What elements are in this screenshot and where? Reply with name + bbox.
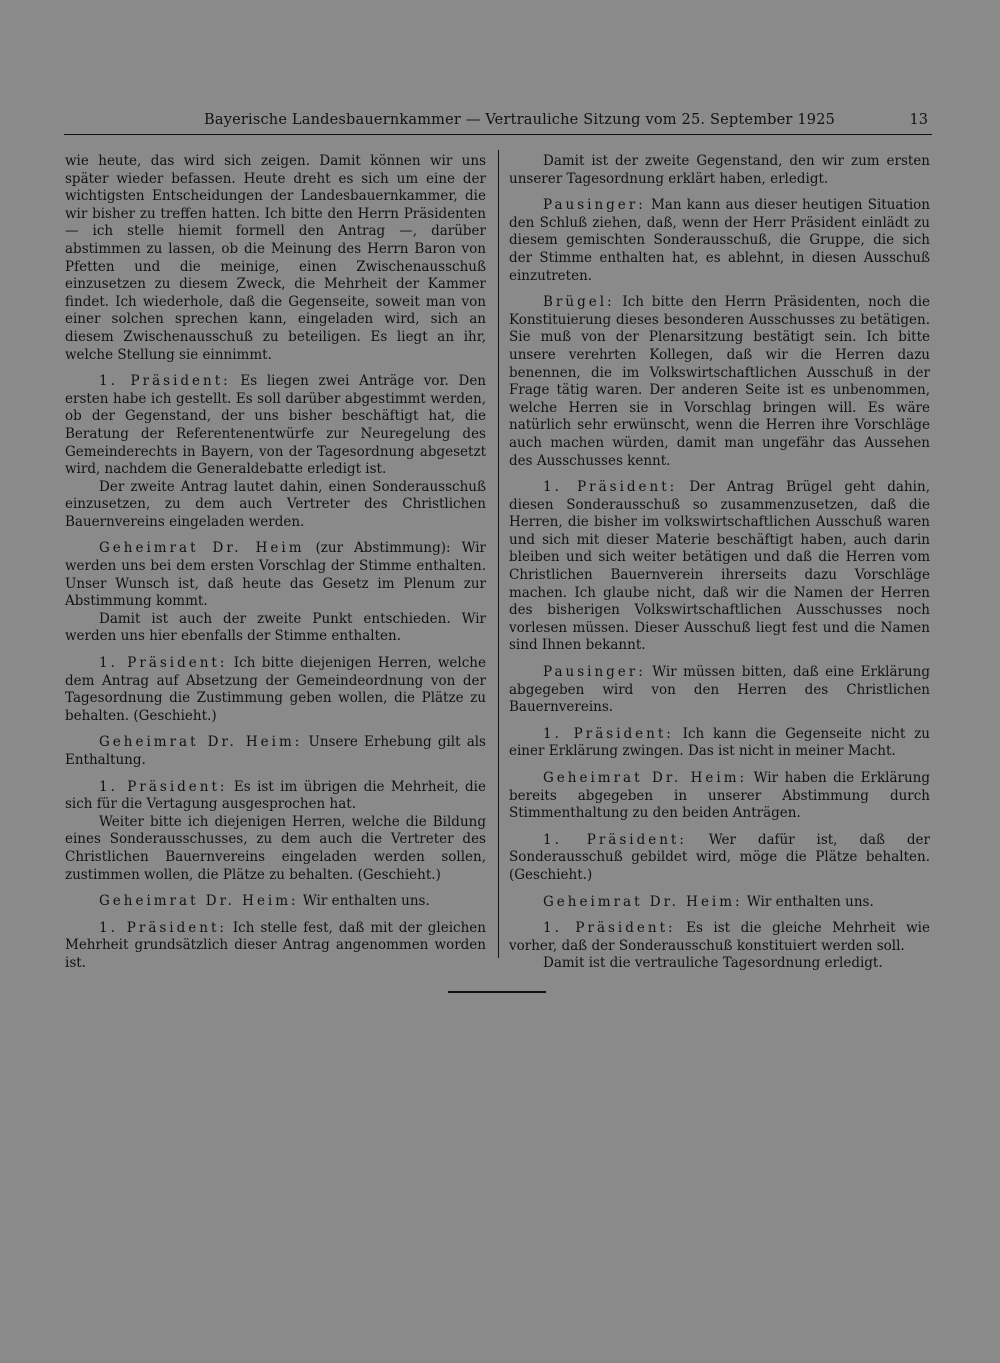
speech-text: (zur Abstimmung): Wir werden uns bei dem ersten Vorschlag der Stimme enthalten. Unser Wunsch ist, daß heute das Gesetz im Plenum zur Abstimmung kommt. bbox=[65, 540, 486, 610]
speaker-name: 1. Präsident: bbox=[543, 920, 676, 937]
speaker-name: 1. Präsident: bbox=[99, 655, 228, 672]
speech-text: Wer dafür ist, daß der Sonderausschuß gebildet wird, möge die Plätze behalten. (Geschieht.) bbox=[509, 831, 930, 883]
speech-text: Man kann aus dieser heutigen Situation den Schluß ziehen, daß, wenn der Herr Präsident einlädt zu diesem gemischten Sonderausschuß, die Gruppe, die sich der Stimme enthalten hat, es ablehnt, in diesen Ausschuß einzutreten. bbox=[509, 197, 930, 284]
speaker-name: 1. Präsident: bbox=[543, 831, 687, 848]
paragraph: Damit ist der zweite Gegenstand, den wir zum ersten unserer Tagesordnung erklärt haben, erledigt. bbox=[509, 153, 930, 187]
speech-text: Es liegen zwei Anträge vor. Den ersten habe ich gestellt. Es soll darüber abgestimmt werden, ob der Gegenstand, der uns bisher beschäftigt hat, die Beratung der Referentenentwürfe zur Neuregelung des Gemeinderechts in Bayern, von der Tagesordnung abgesetzt wird, nachdem die Generaldebatte erledigt ist. bbox=[65, 373, 487, 478]
speaker-name: Geheimrat Dr. Heim: bbox=[543, 770, 748, 786]
speech-text: Der Antrag Brügel geht dahin, diesen Sonderausschuß so zusammenzusetzen, daß die Herren, die bisher im volkswirtschaftlichen Ausschuß waren und sich mit dieser Materie beschäftigt haben, auch darin bleiben und sich weiter betätigen und daß die Herren vom Christlichen Bauernverein ihrerseits dazu Vorschläge machen. Ich glaube nicht, daß wir die Namen der Herren des bisherigen Volkswirtschaftlichen Ausschusses noch vorlesen müssen. Dieser Ausschuß liegt fest und die Namen sind Ihnen bekannt. bbox=[509, 479, 930, 654]
speaker-name: 1. Präsident: bbox=[543, 725, 674, 742]
speaker-name: Pausinger: bbox=[543, 664, 646, 681]
column-divider bbox=[498, 150, 499, 958]
speaker-name: Brügel: bbox=[543, 294, 615, 311]
speech-text: Es ist im übrigen die Mehrheit, die sich für die Vertagung ausgesprochen hat. bbox=[65, 778, 486, 813]
speech-text: Ich bitte diejenigen Herren, welche dem Antrag auf Absetzung der Gemeindeordnung von der Tagesordnung die Zustimmung geben wollen, die Plätze zu behalten. (Geschieht.) bbox=[65, 655, 486, 724]
speaker-name: Geheimrat Dr. Heim: bbox=[99, 734, 303, 751]
speech-text: Wir enthalten uns. bbox=[742, 893, 874, 910]
paragraph bbox=[65, 373, 486, 479]
speaker-name: 1. Präsident: bbox=[543, 479, 678, 496]
paragraph: Weiter bitte ich diejenigen Herren, welche die Bildung eines Sonderausschusses, zu dem auch die Vertreter des Christlichen Bauernvereins eingeladen werden sollen, zustimmen wollen, die Plätze zu behalten. (Geschieht.) bbox=[65, 813, 486, 883]
paragraph bbox=[509, 664, 930, 717]
speaker-name: Geheimrat Dr. Heim: bbox=[99, 893, 299, 910]
speaker-name: 1. Präsident: bbox=[99, 919, 227, 936]
left-column bbox=[65, 153, 486, 982]
speech-text: Ich stelle fest, daß mit der gleichen Mehrheit grundsätzlich dieser Antrag angenommen worden ist. bbox=[65, 919, 486, 971]
speech-text: Ich kann die Gegenseite nicht zu einer Erklärung zwingen. Das ist nicht in meiner Macht. bbox=[509, 725, 930, 760]
paragraph bbox=[65, 655, 486, 725]
running-header bbox=[64, 112, 932, 135]
speech-text: Es ist die gleiche Mehrheit wie vorher, daß der Sonderausschuß konstituiert werden soll. bbox=[509, 920, 930, 954]
speech-text: Wir haben die Erklärung bereits abgegeben in unserer Abstimmung durch Stimmenthaltung zu den beiden Anträgen. bbox=[509, 770, 930, 822]
paragraph bbox=[509, 294, 930, 470]
paragraph bbox=[65, 540, 486, 610]
paragraph bbox=[509, 832, 930, 885]
closing-rule bbox=[448, 991, 546, 993]
speaker-name: 1. Präsident: bbox=[99, 778, 228, 795]
right-column bbox=[509, 153, 930, 982]
speaker-name: Pausinger: bbox=[543, 197, 646, 214]
paragraph bbox=[509, 894, 930, 912]
speaker-name: Geheimrat Dr. Heim bbox=[99, 540, 305, 557]
speaker-name: 1. Präsident: bbox=[99, 373, 231, 390]
speaker-name: Geheimrat Dr. Heim: bbox=[543, 893, 743, 910]
paragraph bbox=[509, 197, 930, 285]
paragraph: Damit ist die vertrauliche Tagesordnung erledigt. bbox=[543, 955, 883, 972]
paragraph bbox=[65, 893, 486, 911]
paragraph bbox=[509, 726, 930, 761]
paragraph bbox=[509, 770, 930, 823]
speech-text: Ich bitte den Herrn Präsidenten, noch die Konstituierung dieses besonderen Ausschusses zu betätigen. Sie muß von der Plenarsitzung bestätigt sein. Ich bitte unsere verehrten Kollegen, daß wir die Herren dazu benennen, die im Volkswirtschaftlichen Ausschuß in der Frage tätig waren. Der anderen Seite ist es unbenommen, welche Herren sie in Vorschlag bringen will. Es wäre natürlich sehr erwünscht, wenn die Herren ihre Vorschläge auch machen würden, damit man ungefähr das Aussehen des Ausschusses kennt. bbox=[509, 294, 930, 469]
paragraph bbox=[65, 779, 486, 814]
header-title: Bayerische Landesbauernkammer — Vertrauliche Sitzung vom 25. September 1925 bbox=[204, 112, 836, 128]
speech-text: Unsere Erhebung gilt als Enthaltung. bbox=[65, 734, 486, 768]
paragraph bbox=[509, 920, 930, 955]
paragraph bbox=[65, 734, 486, 769]
paragraph: Der zweite Antrag lautet dahin, einen Sonderausschuß einzusetzen, zu dem auch Vertreter des Christlichen Bauernvereins eingeladen werden. bbox=[65, 478, 486, 530]
paragraph: Damit ist auch der zweite Punkt entschieden. Wir werden uns hier ebenfalls der Stimme enthalten. bbox=[65, 610, 486, 645]
page-number: 13 bbox=[909, 112, 928, 128]
paragraph bbox=[65, 920, 486, 973]
paragraph: wie heute, das wird sich zeigen. Damit können wir uns später wieder befassen. Heute dreht es sich um eine der wichtigsten Entscheidungen der Landesbauernkammer, die wir bisher zu treffen hatten. Ich bitte den Herrn Präsidenten — ich stelle hiemit formell den Antrag —, darüber abstimmen zu lassen, ob die Meinung des Herrn Baron von Pfetten und die meinige, einen Zwischenausschuß einzusetzen zu diesem Zweck, die Mehrheit der Kammer findet. Ich wiederhole, daß die Gegenseite, soweit man von einer solchen sprechen kann, eingeladen wird, sich an diesem Zwischenausschuß zu beteiligen. Es liegt an ihr, welche Stellung sie einnimmt. bbox=[65, 153, 486, 363]
paragraph bbox=[509, 479, 930, 655]
speech-text: Wir müssen bitten, daß eine Erklärung abgegeben wird von den Herren des Christlichen Bauernvereins. bbox=[509, 664, 930, 716]
speech-text: Wir enthalten uns. bbox=[298, 893, 430, 910]
